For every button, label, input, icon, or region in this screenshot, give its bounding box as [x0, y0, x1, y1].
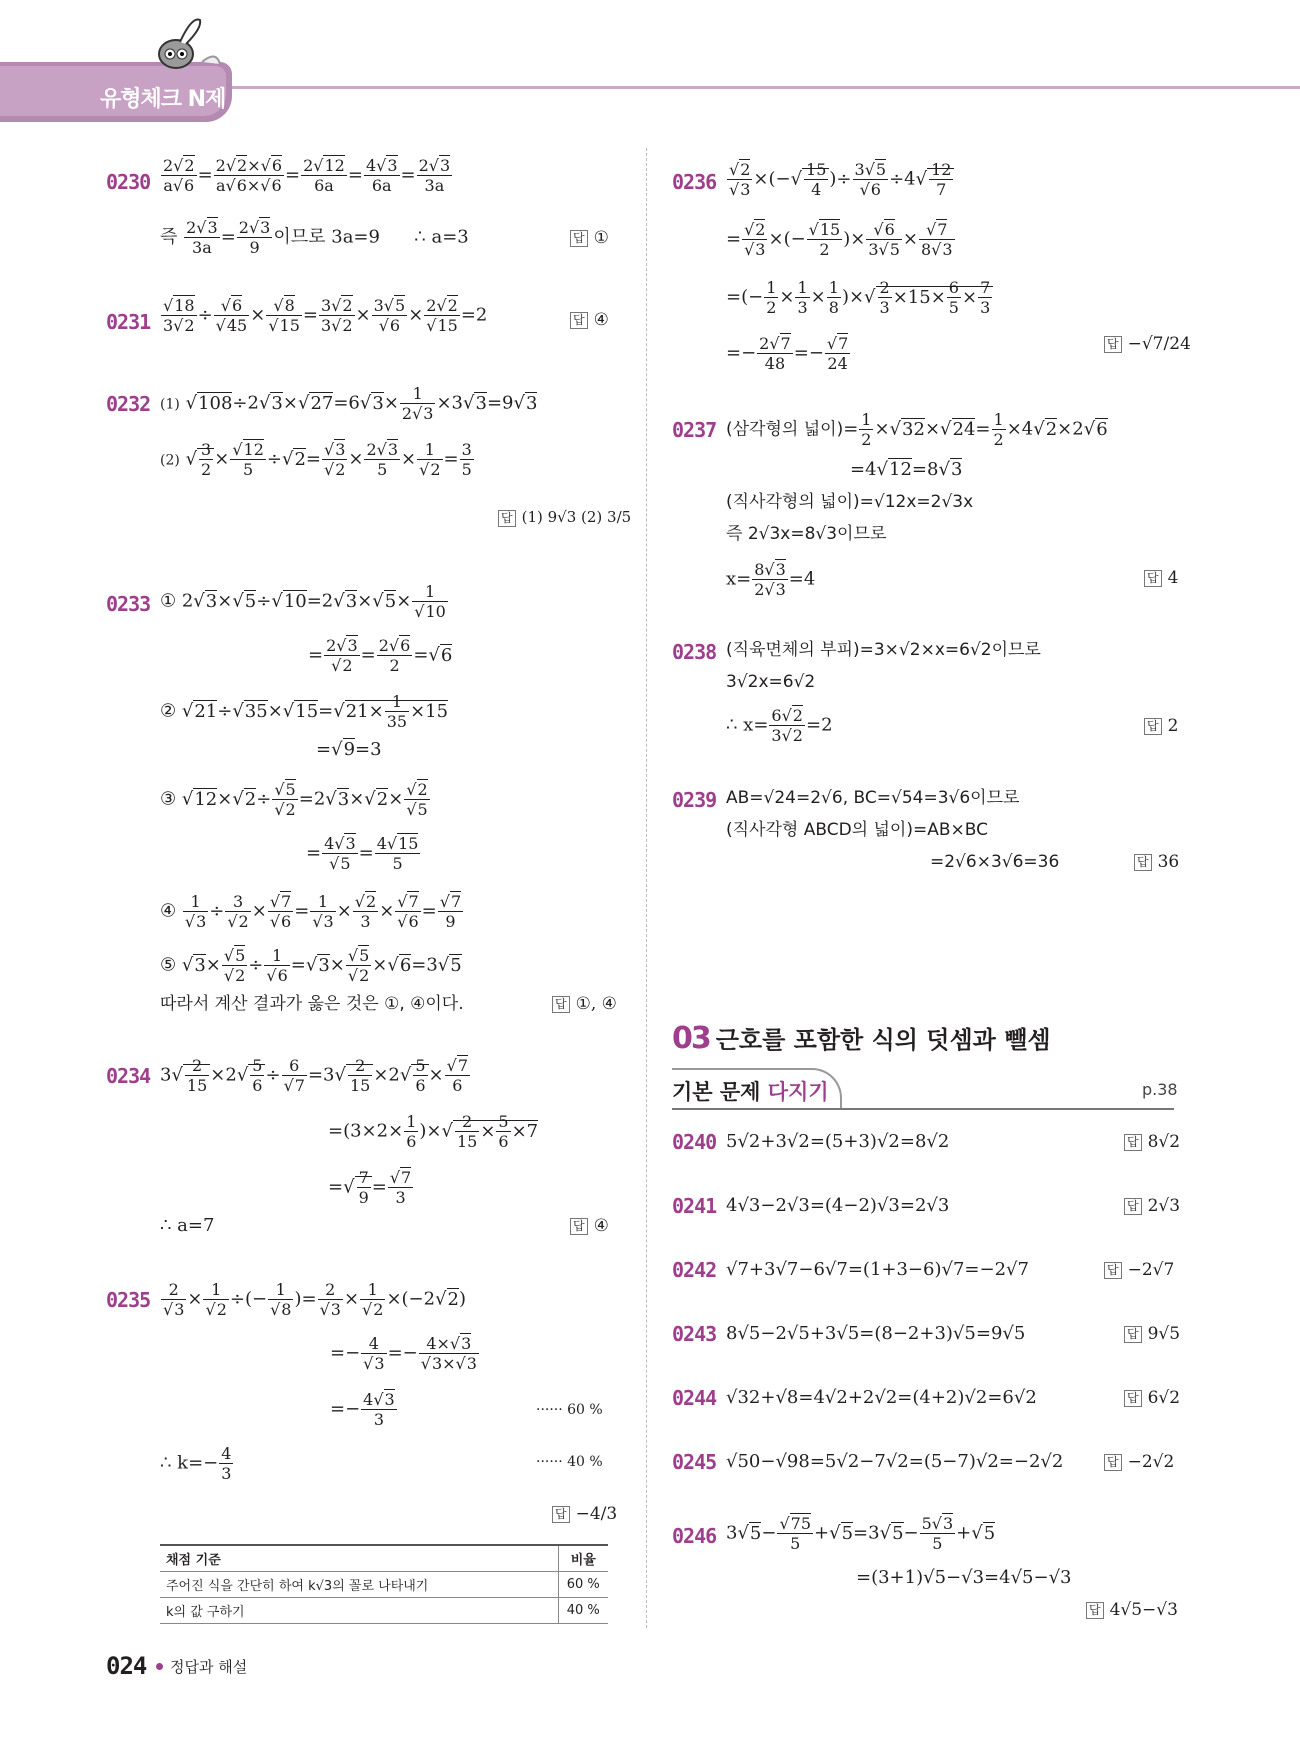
- expression: ④ $\frac{1}{√3}$ ÷ $\frac{3}{√2}$ × $\frac{√7}{√6}$ = $\frac{1}{√3}$ × $\frac{√2}{3}$ × $\frac{√7}{√6}$ = $\frac{√7}{9}$: [160, 892, 462, 931]
- expression: AB=√24=2√6, BC=√54=3√6이므로: [726, 788, 1020, 808]
- column-divider: [646, 148, 647, 1628]
- expression: $\frac{√2}{√3}$ ×(−√ $\frac{15}{4}$ )÷ $\frac{3√5}{√6}$ ÷4√ $\frac{12}{7}$: [726, 160, 954, 199]
- problem-number: 0242: [672, 1258, 717, 1282]
- expression: (직육면체의 부피)=3×√2×x=6√2이므로: [726, 640, 1041, 660]
- problem-number: 0246: [672, 1524, 717, 1548]
- scoring-table: [160, 1544, 608, 1624]
- answer: 답 2√3: [1124, 1196, 1180, 1216]
- expression: =√9=3: [316, 739, 382, 760]
- footer-text: 정답과 해설: [170, 1658, 248, 1676]
- expression: 3√ $\frac{2}{15}$ ×2√ $\frac{5}{6}$ ÷ $\frac{6}{√7}$ =3√ $\frac{2}{15}$ ×2√ $\frac{5}{6}$ × $\frac{√7}{6}$: [160, 1056, 469, 1095]
- problem-number: 0231: [106, 310, 151, 334]
- rabbit-mascot-icon: [150, 14, 230, 70]
- answer: 답 ④: [570, 1216, 609, 1236]
- answer: 답 4√5−√3: [1086, 1600, 1178, 1620]
- problem-number: 0243: [672, 1322, 717, 1346]
- subsection-line: [672, 1108, 1174, 1110]
- problem-number: 0238: [672, 640, 717, 664]
- expression: =4√12=8√3: [850, 459, 963, 480]
- answer: 답 4: [1144, 568, 1178, 588]
- expression: =2√6×3√6=36: [930, 852, 1060, 872]
- header-title: 유형체크 N제: [100, 87, 226, 112]
- table-row: 주어진 식을 간단히 하여 k√3의 꼴로 나타내기 60 %: [160, 1572, 608, 1598]
- conclusion: 따라서 계산 결과가 옳은 것은 ①, ④이다.: [160, 994, 464, 1014]
- answer: 답 2: [1144, 716, 1178, 736]
- expression: 3√2x=6√2: [726, 672, 816, 692]
- problem-number: 0232: [106, 392, 151, 416]
- problem-number: 0245: [672, 1450, 717, 1474]
- answer: 답 −2√7: [1104, 1260, 1174, 1280]
- expression: $\frac{2√2}{a√6}$ = $\frac{2√2\times√6}{a√6\times√6}$ = $\frac{2√12}{6a}$ = $\frac{4√3}{6a}$ = $\frac{2√3}{3a}$: [163, 156, 451, 195]
- problem-number: 0240: [672, 1130, 717, 1154]
- expression: ∴ a=7: [160, 1215, 215, 1236]
- expression: =− $\frac{2√7}{48}$ =− $\frac{√7}{24}$: [726, 334, 849, 373]
- expression: ② √21÷√35×√15=√21× $\frac{1}{35}$ ×15: [160, 692, 449, 731]
- expression: $\frac{√18}{3√2}$ ÷ $\frac{√6}{√45}$ × $\frac{√8}{√15}$ = $\frac{3√2}{3√2}$ × $\frac{3√5}{√6}$ × $\frac{2√2}{√15}$ =2: [163, 296, 488, 335]
- expression: ⑤ √3× $\frac{√5}{√2}$ ÷ $\frac{1}{√6}$ =√3× $\frac{√5}{√2}$ ×√6=3√5: [160, 946, 462, 985]
- problem-number: 0241: [672, 1194, 717, 1218]
- table-header: 채점 기준: [160, 1545, 558, 1572]
- expression: (직사각형 ABCD의 넓이)=AB×BC: [726, 820, 988, 840]
- expression: = $\frac{4√3}{√5}$ = $\frac{4√15}{5}$: [306, 834, 419, 873]
- expression: ③ √12×√2÷ $\frac{√5}{√2}$ =2√3×√2× $\frac{√2}{√5}$: [160, 780, 428, 819]
- answer: 답 −2√2: [1104, 1452, 1174, 1472]
- table-header: 비율: [558, 1545, 608, 1572]
- answer: 답 ①, ④: [552, 994, 617, 1014]
- subsection-title: 기본 문제 다지기: [672, 1080, 829, 1104]
- expression: =(3+1)√5−√3=4√5−√3: [856, 1567, 1072, 1588]
- expression: ∴ x= $\frac{6√2}{3√2}$ =2: [726, 706, 833, 745]
- expression: (2) √ $\frac{3}{2}$ × $\frac{√12}{5}$ ÷√2= $\frac{√3}{√2}$ × $\frac{2√3}{5}$ × $\frac{1}{√2}$ = $\frac{3}{5}$: [160, 440, 472, 479]
- table-row: k의 값 구하기 40 %: [160, 1598, 608, 1624]
- answer: 답 −√7/24: [1104, 334, 1191, 354]
- expression: = $\frac{2√3}{√2}$ = $\frac{2√6}{2}$ =√6: [308, 636, 453, 675]
- answer: 답 ①: [570, 228, 609, 248]
- problem-number: 0235: [106, 1288, 151, 1312]
- answer: 답 8√2: [1124, 1132, 1180, 1152]
- problem-number: 0236: [672, 170, 717, 194]
- problem-number: 0230: [106, 170, 151, 194]
- expression: 즉 $\frac{2√3}{3a}$ = $\frac{2√3}{9}$ 이므로 3a=9 ∴ a=3: [160, 218, 469, 257]
- expression: ① 2√3×√5÷√10=2√3×√5× $\frac{1}{√10}$: [160, 582, 446, 621]
- answer: 답 ④: [570, 310, 609, 330]
- expression: =√ $\frac{7}{9}$ = $\frac{√7}{3}$: [328, 1168, 412, 1207]
- answer: 답 (1) 9√3 (2) 3/5: [498, 508, 631, 527]
- page-number: 024: [106, 1652, 147, 1680]
- expression: (1) √108÷2√3×√27=6√3× $\frac{1}{2√3}$ ×3√3=9√3: [160, 384, 538, 423]
- problem-number: 0237: [672, 418, 717, 442]
- problem-number: 0239: [672, 788, 717, 812]
- expression: x= $\frac{8√3}{2√3}$ =4: [726, 560, 816, 599]
- expression: √50−√98=5√2−7√2=(5−7)√2=−2√2: [726, 1451, 1064, 1472]
- expression: (삼각형의 넓이)= $\frac{1}{2}$ ×√32×√24= $\frac{1}{2}$ ×4√2×2√6: [726, 410, 1108, 449]
- expression: =− $\frac{4}{√3}$ =− $\frac{4\times√3}{√3\times√3}$: [330, 1334, 477, 1373]
- problem-number: 0234: [106, 1064, 151, 1088]
- percent: ······ 40 %: [536, 1454, 603, 1470]
- section-title: 03 근호를 포함한 식의 덧셈과 뺄셈: [672, 1021, 1051, 1056]
- answer: 답 36: [1134, 852, 1179, 872]
- footer-dot-icon: [156, 1663, 163, 1670]
- problem-number: 0244: [672, 1386, 717, 1410]
- answer: 답 9√5: [1124, 1324, 1180, 1344]
- answer: 답 −4/3: [552, 1504, 617, 1524]
- expression: √32+√8=4√2+2√2=(4+2)√2=6√2: [726, 1387, 1037, 1408]
- expression: =− $\frac{4√3}{3}$: [330, 1390, 395, 1429]
- expression: √7+3√7−6√7=(1+3−6)√7=−2√7: [726, 1259, 1029, 1280]
- expression: 5√2+3√2=(5+3)√2=8√2: [726, 1131, 950, 1152]
- percent: ······ 60 %: [536, 1402, 603, 1418]
- problem-number: 0233: [106, 592, 151, 616]
- answer: 답 6√2: [1124, 1388, 1180, 1408]
- expression: $\frac{2}{√3}$ × $\frac{1}{√2}$ ÷(− $\frac{1}{√8}$ )= $\frac{2}{√3}$ × $\frac{1}{√2}$ ×(−2√2): [163, 1280, 467, 1319]
- expression: 즉 2√3x=8√3이므로: [726, 524, 887, 544]
- expression: =(3×2× $\frac{1}{6}$ )×√ $\frac{2}{15}$ × $\frac{5}{6}$ ×7: [328, 1112, 539, 1151]
- expression: =(− $\frac{1}{2}$ × $\frac{1}{3}$ × $\frac{1}{8}$ )×√ $\frac{2}{3}$ ×15× $\frac{6}{5}$ × $\frac{7}{3}$: [726, 278, 993, 317]
- expression: 8√5−2√5+3√5=(8−2+3)√5=9√5: [726, 1323, 1026, 1344]
- expression: = $\frac{√2}{√3}$ ×(− $\frac{√15}{2}$ )× $\frac{√6}{3√5}$ × $\frac{√7}{8√3}$: [726, 220, 953, 259]
- expression: 4√3−2√3=(4−2)√3=2√3: [726, 1195, 950, 1216]
- expression: (직사각형의 넓이)=√12x=2√3x: [726, 492, 974, 512]
- expression: 3√5− $\frac{√75}{5}$ +√5=3√5− $\frac{5√3}{5}$ +√5: [726, 1514, 996, 1553]
- page-reference: p.38: [1142, 1080, 1178, 1099]
- expression: ∴ k=− $\frac{4}{3}$: [160, 1444, 232, 1483]
